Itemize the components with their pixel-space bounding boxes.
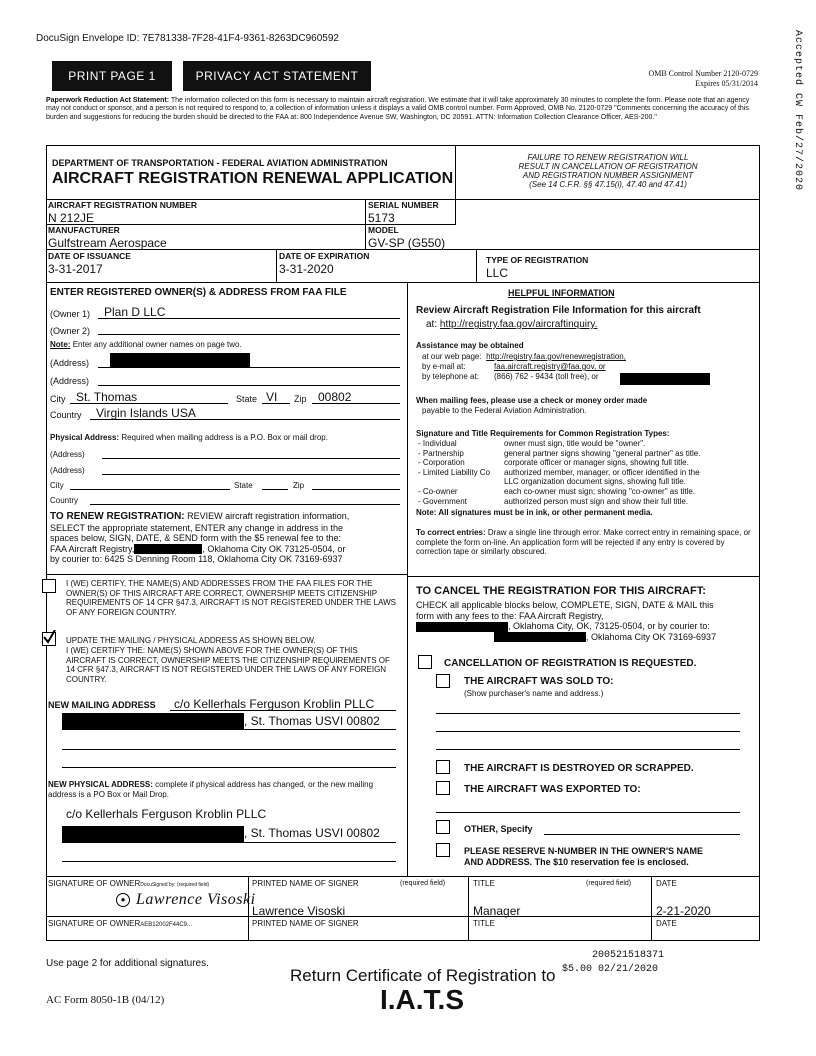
mailing-line-2 bbox=[62, 729, 396, 730]
sig-rule: corporate officer or manager signs, showing full title. bbox=[504, 458, 689, 468]
renew-instructions bbox=[50, 511, 404, 565]
state-value[interactable]: VI bbox=[266, 390, 278, 404]
reg-number-label: AIRCRAFT REGISTRATION NUMBER bbox=[48, 200, 198, 210]
phys-zip-label: Zip bbox=[293, 481, 305, 490]
rule bbox=[407, 576, 760, 577]
redaction-box bbox=[416, 622, 508, 632]
rule bbox=[468, 876, 469, 941]
helpful-heading: HELPFUL INFORMATION bbox=[508, 288, 615, 298]
new-mailing-label: NEW MAILING ADDRESS bbox=[48, 700, 156, 710]
sig-requirements-heading: Signature and Title Requirements for Common Registration Types: bbox=[416, 429, 670, 438]
issuance-label: DATE OF ISSUANCE bbox=[48, 251, 131, 261]
physical-line-3[interactable] bbox=[62, 861, 396, 862]
review-line-1: Review Aircraft Registration File Information for this aircraft bbox=[416, 305, 701, 316]
sig-requirements-table bbox=[418, 439, 700, 506]
rule bbox=[455, 199, 456, 224]
printed-name-label: PRINTED NAME OF SIGNER bbox=[252, 879, 359, 888]
reserve-line-2: AND ADDRESS. The $10 reservation fee is enclosed. bbox=[464, 857, 689, 867]
assist-heading: Assistance may be obtained bbox=[416, 341, 524, 350]
sig-row bbox=[418, 477, 700, 487]
certify-text: I (WE) CERTIFY, THE NAME(S) AND ADDRESSES FROM THE FAA FILES FOR THE OWNER(S) OF THIS AIRCRAFT ARE CORRECT, OWNERSHIP MEETS CITIZENSHIP REQUIREMENTS OF 14 CFR §47.3, AIRCRAFT IS NOT REGISTERED UNDER THE LAWS OF ANY FOREIGN COUNTRY. bbox=[66, 579, 396, 617]
reserve-line-1: PLEASE RESERVE N-NUMBER IN THE OWNER'S NAME bbox=[464, 846, 703, 856]
state-label: State bbox=[236, 394, 258, 404]
omb-control: OMB Control Number 2120-0729 bbox=[648, 69, 758, 78]
correct-lead: To correct entries: bbox=[416, 528, 486, 537]
page2-note: Use page 2 for additional signatures. bbox=[46, 958, 209, 969]
renewal-warning bbox=[458, 153, 758, 189]
new-physical-note bbox=[48, 780, 400, 800]
warn-line-2: RESULT IN CANCELLATION OF REGISTRATION bbox=[518, 162, 698, 171]
redaction-box bbox=[134, 544, 202, 554]
fees-note bbox=[416, 396, 647, 416]
paperwork-text: The information collected on this form is necessary to maintain aircraft registration. We estimate that it will take approximately 30 minutes to complete the form. Please note that an agency may not conduct or sponsor, and a person is not required to respond to, a collection of information unless it displays a valid OMB control number. Form Approved, OMB No. 2120-0729 "Comments concerning the accuracy of this burden and suggestions for reducing the burden should be directed to the FAA at: 800 Independence Avenue SW, Washington, DC 20591. ATTN: Information Collection Clearance Officer, AES-200." bbox=[46, 97, 750, 121]
expiration-label: DATE OF EXPIRATION bbox=[279, 251, 370, 261]
cancel-line-4: , Oklahoma City OK 73169-6937 bbox=[586, 631, 717, 642]
destroyed-label: THE AIRCRAFT IS DESTROYED OR SCRAPPED. bbox=[464, 763, 694, 774]
review-line-2 bbox=[426, 319, 597, 330]
physical-value-2[interactable]: , St. Thomas USVI 00802 bbox=[244, 826, 380, 840]
physical-value-1[interactable]: c/o Kellerhals Ferguson Kroblin PLLC bbox=[66, 807, 267, 821]
sig-rule: owner must sign, title would be "owner". bbox=[504, 439, 646, 448]
serial-label: SERIAL NUMBER bbox=[368, 200, 439, 210]
form-number: AC Form 8050-1B (04/12) bbox=[46, 994, 165, 1006]
rule bbox=[46, 249, 760, 250]
correct-entries bbox=[416, 528, 756, 557]
rule bbox=[46, 282, 760, 283]
sold-label: THE AIRCRAFT WAS SOLD TO: bbox=[464, 676, 614, 687]
redaction-box bbox=[110, 353, 250, 368]
exported-label: THE AIRCRAFT WAS EXPORTED TO: bbox=[464, 784, 641, 795]
title-value[interactable]: Manager bbox=[473, 904, 521, 918]
expiration-value[interactable]: 3-31-2020 bbox=[279, 262, 334, 276]
sold-line-2[interactable] bbox=[436, 731, 740, 732]
sig-row bbox=[418, 439, 700, 449]
cancel-line-2: form with any fees to the: FAA Aircraft Registry, bbox=[416, 610, 604, 621]
sig-ink-note: Note: All signatures must be in ink, or other permanent media. bbox=[416, 508, 653, 517]
sig-rule: each co-owner must sign; showing "co-owner" as title. bbox=[504, 486, 696, 496]
sig-rule: authorized member, manager, or officer identified in the bbox=[504, 467, 700, 477]
title-required: (required field) bbox=[586, 880, 632, 887]
sig-type: - Co-owner bbox=[418, 486, 458, 496]
cancel-line-1: CHECK all applicable blocks below, COMPLETE, SIGN, DATE & MAIL this bbox=[416, 600, 714, 610]
phys-city-line[interactable] bbox=[70, 489, 230, 490]
owner2-line[interactable] bbox=[98, 334, 400, 335]
phys-lead: Physical Address: bbox=[50, 433, 120, 442]
date-value[interactable]: 2-21-2020 bbox=[656, 904, 711, 918]
printed-name-required: (required field) bbox=[400, 880, 446, 887]
phys-address1-line[interactable] bbox=[102, 458, 400, 459]
sig2-label: SIGNATURE OF OWNER bbox=[48, 919, 141, 928]
reg-type-value[interactable]: LLC bbox=[486, 266, 509, 280]
rule bbox=[651, 876, 652, 941]
other-checkbox[interactable] bbox=[436, 820, 450, 834]
phys-new-label: NEW PHYSICAL ADDRESS: bbox=[48, 780, 153, 789]
sig2-id: AEB12002F44C9... bbox=[140, 922, 192, 928]
mailing-line-3[interactable] bbox=[62, 749, 396, 750]
sig-row bbox=[418, 458, 700, 468]
phys-city-label: City bbox=[50, 481, 64, 490]
city-label: City bbox=[50, 394, 66, 404]
owner1-value[interactable]: Plan D LLC bbox=[104, 305, 166, 319]
address1-label: (Address) bbox=[50, 358, 90, 368]
phys-state-label: State bbox=[234, 481, 253, 490]
date-label: DATE bbox=[656, 879, 677, 888]
mailing-value-2[interactable]: , St. Thomas USVI 00802 bbox=[244, 714, 380, 728]
sig-row bbox=[418, 487, 700, 497]
renew-line-3: spaces below, SIGN, DATE, & SEND form with the $5 renewal fee to the: bbox=[50, 533, 341, 543]
signature-label bbox=[48, 879, 209, 888]
accepted-stamp: Accepted CW Feb/27/2020 bbox=[792, 30, 803, 192]
redaction-box bbox=[494, 632, 586, 642]
form-title: AIRCRAFT REGISTRATION RENEWAL APPLICATION bbox=[52, 170, 454, 187]
phys-country-label: Country bbox=[50, 496, 79, 505]
sold-line-1[interactable] bbox=[436, 713, 740, 714]
cancel-instructions bbox=[416, 600, 758, 642]
cancel-request-label: CANCELLATION OF REGISTRATION IS REQUESTED. bbox=[444, 658, 697, 669]
issuance-value[interactable]: 3-31-2017 bbox=[48, 262, 103, 276]
column-divider bbox=[407, 282, 408, 876]
review-at: at: bbox=[426, 319, 438, 330]
reserve-text bbox=[464, 846, 703, 868]
sig-rule: authorized person must sign and show their full title. bbox=[504, 496, 689, 506]
certify-checkbox[interactable] bbox=[42, 579, 56, 593]
owner-heading: ENTER REGISTERED OWNER(S) & ADDRESS FROM FAA FILE bbox=[50, 287, 347, 298]
address2-line[interactable] bbox=[98, 385, 400, 386]
sig-type: - Government bbox=[418, 496, 467, 506]
exported-checkbox[interactable] bbox=[436, 781, 450, 795]
model-label: MODEL bbox=[368, 225, 399, 235]
owner-note bbox=[50, 340, 242, 349]
renew-registration-link[interactable]: http://registry.faa.gov/renewregistration, bbox=[486, 352, 626, 361]
renew-line-2: SELECT the appropriate statement, ENTER any change in address in the bbox=[50, 522, 343, 533]
paperwork-lead: Paperwork Reduction Act Statement: bbox=[46, 97, 170, 104]
exported-line[interactable] bbox=[436, 812, 740, 813]
phys-state-line[interactable] bbox=[262, 489, 288, 490]
cancel-heading: TO CANCEL THE REGISTRATION FOR THIS AIRCRAFT: bbox=[416, 585, 706, 597]
fees-line-2: payable to the Federal Aviation Administration. bbox=[422, 406, 587, 415]
update-address-checkbox[interactable] bbox=[42, 632, 56, 646]
aircraft-inquiry-link[interactable]: http://registry.faa.gov/aircraftinquiry. bbox=[439, 319, 598, 330]
email-label: by e-mail at: bbox=[422, 362, 466, 371]
destroyed-checkbox[interactable] bbox=[436, 760, 450, 774]
address2-label: (Address) bbox=[50, 376, 90, 386]
owner-signature[interactable]: Lawrence Visoski bbox=[136, 891, 256, 908]
return-certificate: Return Certificate of Registration to bbox=[290, 966, 556, 985]
sig-label: SIGNATURE OF OWNER bbox=[48, 879, 141, 888]
reg-type-label: TYPE OF REGISTRATION bbox=[486, 255, 589, 265]
warn-line-1: FAILURE TO RENEW REGISTRATION WILL bbox=[527, 153, 689, 162]
phone-label: by telephone at: bbox=[422, 372, 479, 381]
cancel-request-checkbox[interactable] bbox=[418, 655, 432, 669]
sig-rule: general partner signs showing "general partner" as title. bbox=[504, 448, 701, 458]
model-value[interactable]: GV-SP (G550) bbox=[368, 236, 446, 250]
checkmark-icon bbox=[42, 630, 56, 644]
city-value[interactable]: St. Thomas bbox=[76, 390, 138, 404]
date2-label: DATE bbox=[656, 919, 677, 928]
rule bbox=[46, 916, 760, 917]
envelope-id: DocuSign Envelope ID: 7E781338-7F28-41F4-9361-8263DC960592 bbox=[36, 33, 339, 44]
physical-line-2 bbox=[62, 842, 396, 843]
warn-line-3: AND REGISTRATION NUMBER ASSIGNMENT bbox=[522, 171, 694, 180]
zip-label: Zip bbox=[294, 394, 307, 404]
rule bbox=[276, 249, 277, 282]
sig-row bbox=[418, 468, 700, 478]
sig-type: - Corporation bbox=[418, 458, 465, 468]
correct-text: Draw a single line through error. Make correct entry in remaining space, or complete the form on-line. An application form will be rejected if any entry is covered by correction tape or similarly obscured. bbox=[416, 528, 751, 556]
manufacturer-label: MANUFACTURER bbox=[48, 225, 120, 235]
sig-type: - Limited Liability Co bbox=[418, 467, 491, 477]
renew-line-4b: , Oklahoma City OK 73125-0504, or bbox=[202, 543, 346, 554]
other-line[interactable] bbox=[544, 834, 740, 835]
renew-line-5: by courier to: 6425 S Denning Room 118, Oklahoma City OK 73169-6937 bbox=[50, 554, 343, 565]
manufacturer-value[interactable]: Gulfstream Aerospace bbox=[48, 236, 167, 250]
phys-zip-line[interactable] bbox=[312, 489, 400, 490]
fees-line-1: When mailing fees, please use a check or money order made bbox=[416, 396, 648, 405]
serial-value[interactable]: 5173 bbox=[368, 211, 395, 225]
phys-new-text: complete if physical address has changed, or the new mailing address is a PO Box or Mail Drop. bbox=[48, 780, 374, 799]
sold-checkbox[interactable] bbox=[436, 674, 450, 688]
country-value[interactable]: Virgin Islands USA bbox=[96, 406, 196, 420]
phys-address1-label: (Address) bbox=[50, 450, 85, 459]
rule bbox=[46, 876, 760, 877]
phys-text: Required when mailing address is a P.O. Box or mail drop. bbox=[121, 433, 328, 442]
reserve-checkbox[interactable] bbox=[436, 843, 450, 857]
phys-country-line[interactable] bbox=[90, 504, 400, 505]
printed-name2-label: PRINTED NAME OF SIGNER bbox=[252, 919, 359, 928]
web-label: at our web page: bbox=[422, 352, 482, 361]
country-label: Country bbox=[50, 410, 82, 420]
sig-meta: DocuSigned by: (required field) bbox=[140, 882, 210, 888]
header-divider bbox=[455, 146, 456, 200]
dept-name: DEPARTMENT OF TRANSPORTATION - FEDERAL AVIATION ADMINISTRATION bbox=[52, 158, 388, 168]
stamp-fee: $5.00 02/21/2020 bbox=[562, 964, 659, 975]
other-label: OTHER, Specify bbox=[464, 824, 533, 834]
renew-head: TO RENEW REGISTRATION: bbox=[50, 511, 185, 522]
redaction-box bbox=[62, 826, 244, 842]
sig-row bbox=[418, 497, 700, 507]
return-to-iats: I.A.T.S bbox=[380, 984, 465, 1015]
renew-line-4a: FAA Aircraft Registry, bbox=[50, 543, 135, 554]
printed-name-value[interactable]: Lawrence Visoski bbox=[252, 904, 346, 918]
note-lead: Note: bbox=[50, 340, 71, 349]
assist-block bbox=[422, 352, 626, 382]
privacy-act-button[interactable]: PRIVACY ACT STATEMENT bbox=[183, 61, 371, 91]
owner1-label: (Owner 1) bbox=[50, 309, 91, 319]
omb-expires: Expires 05/31/2014 bbox=[695, 79, 758, 88]
zip-value[interactable]: 00802 bbox=[318, 390, 352, 404]
phys-address2-label: (Address) bbox=[50, 466, 85, 475]
paperwork-statement bbox=[46, 97, 760, 122]
note-text: Enter any additional owner names on page two. bbox=[72, 340, 242, 349]
sold-sub: (Show purchaser's name and address.) bbox=[464, 689, 604, 698]
signature2-label bbox=[48, 919, 192, 928]
phys-address2-line[interactable] bbox=[102, 474, 400, 475]
rule bbox=[476, 249, 477, 282]
title-label: TITLE bbox=[473, 879, 495, 888]
sig-rule: LLC organization document signs, showing full title. bbox=[504, 477, 686, 487]
mailing-value-1[interactable]: c/o Kellerhals Ferguson Kroblin PLLC bbox=[174, 697, 375, 711]
update-address-text: UPDATE THE MAILING / PHYSICAL ADDRESS AS SHOWN BELOW. bbox=[66, 636, 316, 645]
stamp-number: 200521518371 bbox=[592, 950, 665, 961]
sig-row bbox=[418, 449, 700, 459]
owner2-label: (Owner 2) bbox=[50, 326, 91, 336]
warn-line-4: (See 14 C.F.R. §§ 47.15(i), 47.40 and 47.41) bbox=[529, 180, 687, 189]
sold-line-3[interactable] bbox=[436, 749, 740, 750]
mailing-line-4[interactable] bbox=[62, 767, 396, 768]
title2-label: TITLE bbox=[473, 919, 495, 928]
reg-number-value[interactable]: N 212JE bbox=[48, 211, 95, 225]
print-page-button[interactable]: PRINT PAGE 1 bbox=[52, 61, 172, 91]
email-link[interactable]: faa.aircraft.registry@faa.gov, or bbox=[494, 362, 606, 371]
renew-line-1: REVIEW aircraft registration information, bbox=[187, 511, 350, 521]
sig-type: - Individual bbox=[418, 439, 457, 448]
update-certify-text: I (WE) CERTIFY THE: NAME(S) SHOWN ABOVE FOR THE OWNER(S) OF THIS AIRCRAFT IS CORRECT, OWNERSHIP MEETS THE CITIZENSHIP REQUIREMENTS OF 14 CFR §47.3, AIRCRAFT IS NOT REGISTERED UNDER THE LAWS OF ANY FOREIGN COUNTRY. bbox=[66, 646, 390, 684]
phone-value: (866) 762 - 9434 (toll free), or bbox=[494, 372, 599, 381]
cancel-line-3: , Oklahoma City, OK, 73125-0504, or by courier to: bbox=[508, 621, 710, 631]
redaction-box bbox=[62, 713, 244, 729]
rule bbox=[46, 574, 407, 575]
sig-type: - Partnership bbox=[418, 448, 464, 458]
redaction-box bbox=[620, 373, 710, 385]
physical-address-note bbox=[50, 433, 328, 442]
docusign-badge-icon: ● bbox=[116, 893, 130, 907]
